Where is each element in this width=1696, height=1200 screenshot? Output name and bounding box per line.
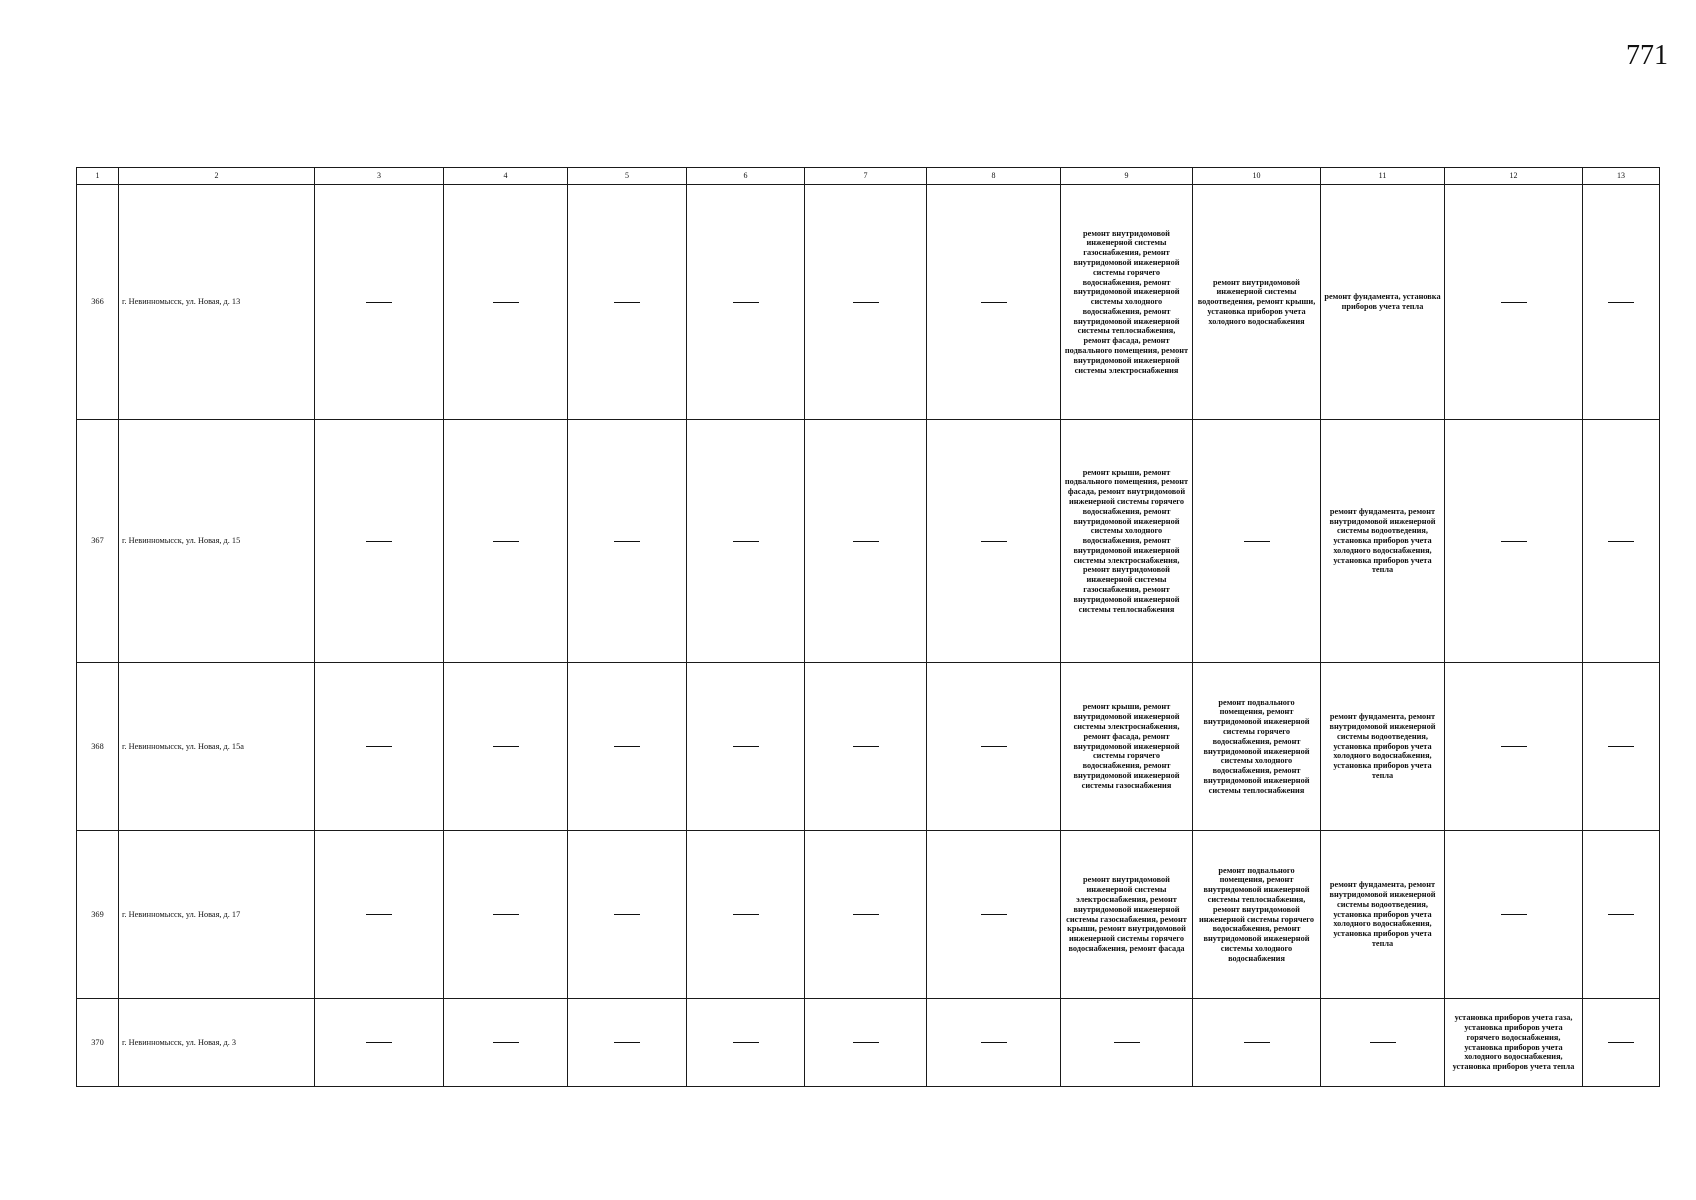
row-number: 369 — [77, 831, 119, 999]
dash-mark — [614, 914, 640, 915]
dash-mark — [981, 1042, 1007, 1043]
dash-mark — [366, 541, 392, 542]
empty-cell — [568, 831, 687, 999]
empty-cell — [315, 663, 444, 831]
row-number: 368 — [77, 663, 119, 831]
empty-cell — [444, 185, 568, 420]
dash-mark — [981, 541, 1007, 542]
dash-mark — [1608, 746, 1634, 747]
dash-mark — [1244, 1042, 1270, 1043]
empty-cell — [568, 999, 687, 1087]
repair-schedule-table — [76, 167, 1660, 1087]
empty-cell — [687, 831, 805, 999]
address-cell: г. Невинномысск, ул. Новая, д. 3 — [119, 999, 315, 1087]
page-number: 771 — [1626, 40, 1668, 71]
dash-mark — [366, 1042, 392, 1043]
empty-cell — [687, 185, 805, 420]
empty-cell — [927, 420, 1061, 663]
dash-mark — [1501, 746, 1527, 747]
empty-cell — [1583, 831, 1660, 999]
work-cell: установка приборов учета газа, установка приборов учета горячего водоснабжения, установка приборов учета холодного водоснабжения, установка приборов учета тепла — [1445, 999, 1583, 1087]
dash-mark — [493, 541, 519, 542]
empty-cell — [1583, 185, 1660, 420]
table-header-row — [77, 168, 1660, 185]
empty-cell — [1583, 663, 1660, 831]
column-header: 9 — [1061, 168, 1193, 185]
address-cell: г. Невинномысск, ул. Новая, д. 13 — [119, 185, 315, 420]
row-number: 366 — [77, 185, 119, 420]
dash-mark — [1370, 1042, 1396, 1043]
column-header: 5 — [568, 168, 687, 185]
table-row — [77, 663, 1660, 831]
empty-cell — [1445, 420, 1583, 663]
empty-cell — [1193, 999, 1321, 1087]
dash-mark — [366, 914, 392, 915]
work-cell: ремонт внутридомовой инженерной системы водоотведения, ремонт крыши, установка приборов учета холодного водоснабжения — [1193, 185, 1321, 420]
work-cell: ремонт крыши, ремонт внутридомовой инженерной системы электроснабжения, ремонт фасада, ремонт внутридомовой инженерной системы горячего водоснабжения, ремонт внутридомовой инженерной системы газоснабжения — [1061, 663, 1193, 831]
dash-mark — [981, 914, 1007, 915]
dash-mark — [733, 541, 759, 542]
dash-mark — [493, 914, 519, 915]
dash-mark — [1501, 541, 1527, 542]
dash-mark — [1608, 302, 1634, 303]
dash-mark — [493, 746, 519, 747]
dash-mark — [1244, 541, 1270, 542]
address-cell: г. Невинномысск, ул. Новая, д. 15а — [119, 663, 315, 831]
empty-cell — [568, 185, 687, 420]
empty-cell — [1061, 999, 1193, 1087]
dash-mark — [981, 302, 1007, 303]
table-row — [77, 999, 1660, 1087]
dash-mark — [614, 746, 640, 747]
dash-mark — [1608, 1042, 1634, 1043]
work-cell: ремонт фундамента, ремонт внутридомовой инженерной системы водоотведения, установка приборов учета холодного водоснабжения, установка приборов учета тепла — [1321, 420, 1445, 663]
table-row — [77, 420, 1660, 663]
column-header: 7 — [805, 168, 927, 185]
empty-cell — [1445, 185, 1583, 420]
empty-cell — [805, 999, 927, 1087]
dash-mark — [1501, 914, 1527, 915]
dash-mark — [614, 1042, 640, 1043]
work-cell: ремонт внутридомовой инженерной системы газоснабжения, ремонт внутридомовой инженерной системы горячего водоснабжения, ремонт внутридомовой инженерной системы холодного водоснабжения, ремонт внутридомовой инженерной системы теплоснабжения, ремонт фасада, ремонт подвального помещения, ремонт внутридомовой инженерной системы электроснабжения — [1061, 185, 1193, 420]
column-header: 12 — [1445, 168, 1583, 185]
empty-cell — [927, 663, 1061, 831]
empty-cell — [315, 831, 444, 999]
dash-mark — [366, 746, 392, 747]
empty-cell — [568, 420, 687, 663]
address-cell: г. Невинномысск, ул. Новая, д. 17 — [119, 831, 315, 999]
column-header: 4 — [444, 168, 568, 185]
dash-mark — [614, 302, 640, 303]
dash-mark — [733, 1042, 759, 1043]
dash-mark — [853, 746, 879, 747]
empty-cell — [927, 831, 1061, 999]
empty-cell — [1445, 831, 1583, 999]
table-row — [77, 831, 1660, 999]
empty-cell — [1583, 420, 1660, 663]
empty-cell — [927, 999, 1061, 1087]
column-header: 13 — [1583, 168, 1660, 185]
work-cell: ремонт фундамента, ремонт внутридомовой инженерной системы водоотведения, установка приборов учета холодного водоснабжения, установка приборов учета тепла — [1321, 663, 1445, 831]
empty-cell — [315, 185, 444, 420]
empty-cell — [1445, 663, 1583, 831]
empty-cell — [805, 663, 927, 831]
column-header: 8 — [927, 168, 1061, 185]
dash-mark — [1501, 302, 1527, 303]
empty-cell — [444, 420, 568, 663]
dash-mark — [733, 914, 759, 915]
dash-mark — [493, 1042, 519, 1043]
empty-cell — [1583, 999, 1660, 1087]
dash-mark — [981, 746, 1007, 747]
work-cell: ремонт фундамента, ремонт внутридомовой инженерной системы водоотведения, установка приборов учета холодного водоснабжения, установка приборов учета тепла — [1321, 831, 1445, 999]
dash-mark — [733, 746, 759, 747]
dash-mark — [853, 914, 879, 915]
column-header: 1 — [77, 168, 119, 185]
work-cell: ремонт фундамента, установка приборов учета тепла — [1321, 185, 1445, 420]
column-header: 3 — [315, 168, 444, 185]
dash-mark — [1114, 1042, 1140, 1043]
empty-cell — [315, 420, 444, 663]
dash-mark — [493, 302, 519, 303]
dash-mark — [853, 302, 879, 303]
column-header: 6 — [687, 168, 805, 185]
work-cell: ремонт внутридомовой инженерной системы электроснабжения, ремонт внутридомовой инженерной системы газоснабжения, ремонт крыши, ремонт внутридомовой инженерной системы горячего водоснабжения, ремонт фасада — [1061, 831, 1193, 999]
dash-mark — [733, 302, 759, 303]
dash-mark — [614, 541, 640, 542]
dash-mark — [853, 541, 879, 542]
address-cell: г. Невинномысск, ул. Новая, д. 15 — [119, 420, 315, 663]
column-header: 10 — [1193, 168, 1321, 185]
column-header: 11 — [1321, 168, 1445, 185]
row-number: 367 — [77, 420, 119, 663]
empty-cell — [1193, 420, 1321, 663]
empty-cell — [315, 999, 444, 1087]
work-cell: ремонт подвального помещения, ремонт внутридомовой инженерной системы горячего водоснабжения, ремонт внутридомовой инженерной системы холодного водоснабжения, ремонт внутридомовой инженерной системы теплоснабжения — [1193, 663, 1321, 831]
empty-cell — [1321, 999, 1445, 1087]
empty-cell — [444, 999, 568, 1087]
dash-mark — [1608, 541, 1634, 542]
empty-cell — [805, 185, 927, 420]
work-cell: ремонт крыши, ремонт подвального помещения, ремонт фасада, ремонт внутридомовой инженерной системы горячего водоснабжения, ремонт внутридомовой инженерной системы холодного водоснабжения, ремонт внутридомовой инженерной системы электроснабжения, ремонт внутридомовой инженерной системы газоснабжения, ремонт внутридомовой инженерной системы теплоснабжения — [1061, 420, 1193, 663]
column-header: 2 — [119, 168, 315, 185]
empty-cell — [568, 663, 687, 831]
empty-cell — [444, 663, 568, 831]
empty-cell — [687, 420, 805, 663]
dash-mark — [853, 1042, 879, 1043]
empty-cell — [805, 420, 927, 663]
empty-cell — [805, 831, 927, 999]
dash-mark — [1608, 914, 1634, 915]
empty-cell — [927, 185, 1061, 420]
row-number: 370 — [77, 999, 119, 1087]
empty-cell — [444, 831, 568, 999]
empty-cell — [687, 999, 805, 1087]
empty-cell — [687, 663, 805, 831]
work-cell: ремонт подвального помещения, ремонт внутридомовой инженерной системы теплоснабжения, ремонт внутридомовой инженерной системы горячего водоснабжения, ремонт внутридомовой инженерной системы холодного водоснабжения — [1193, 831, 1321, 999]
dash-mark — [366, 302, 392, 303]
table-row — [77, 185, 1660, 420]
